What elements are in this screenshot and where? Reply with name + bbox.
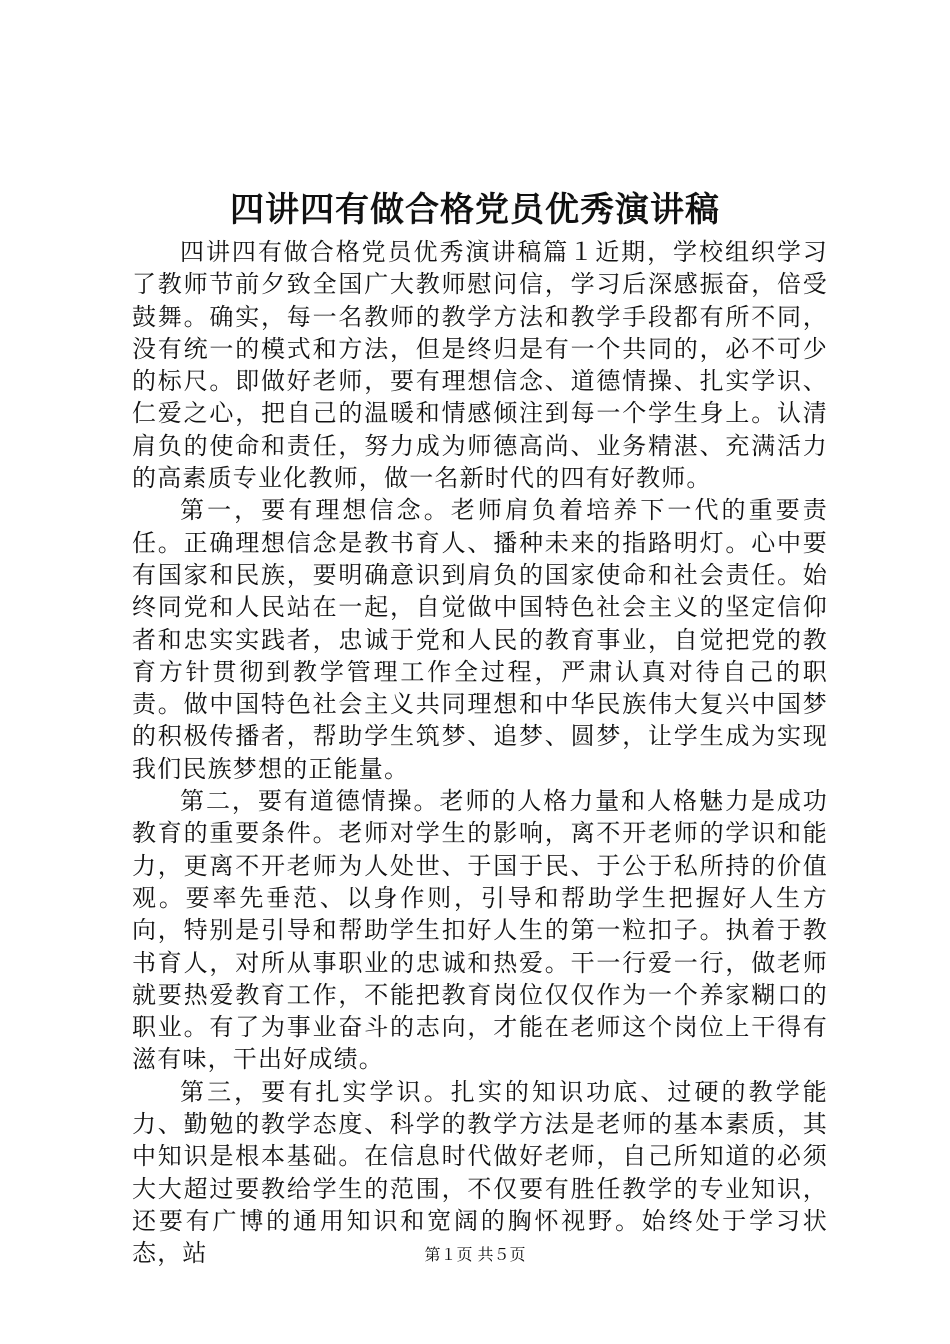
page-number-footer: 第１页 共５页: [424, 1245, 526, 1264]
paragraph-moral-sentiment: 第二，要有道德情操。老师的人格力量和人格魅力是成功教育的重要条件。老师对学生的影响，离不开老师的学识和能力，更离不开老师为人处世、于国于民、于公于私所持的价值观。要率先垂范、以身作则，引导和帮助学生把握好人生方向，特别是引导和帮助学生扣好人生的第一粒扣子。执着于教书育人，对所从事职业的忠诚和热爱。干一行爱一行，做老师就要热爱教育工作，不能把教育岗位仅仅作为一个养家糊口的职业。有了为事业奋斗的志向，才能在老师这个岗位上干得有滋有味，干出好成绩。: [132, 787, 828, 1074]
paragraph-intro: 四讲四有做合格党员优秀演讲稿篇１近期，学校组织学习了教师节前夕致全国广大教师慰问信，学习后深感振奋，倍受鼓舞。确实，每一名教师的教学方法和教学手段都有所不同，没有统一的模式和方法，但是终归是有一个共同的，必不可少的标尺。即做好老师，要有理想信念、道德情操、扎实学识、仁爱之心，把自己的温暖和情感倾注到每一个学生身上。认清肩负的使命和责任，努力成为师德高尚、业务精湛、充满活力的高素质专业化教师，做一名新时代的四有好教师。: [132, 238, 828, 493]
paragraph-solid-knowledge: 第三，要有扎实学识。扎实的知识功底、过硬的教学能力、勤勉的教学态度、科学的教学方法是老师的基本素质，其中知识是根本基础。在信息时代做好老师，自己所知道的必须大大超过要教给学生的范围，不仅要有胜任教学的专业知识，还要有广博的通用知识和宽阔的胸怀视野。始终处于学习状态，站: [132, 1077, 828, 1268]
document-title: 四讲四有做合格党员优秀演讲稿: [230, 190, 720, 230]
paragraph-ideals-belief: 第一，要有理想信念。老师肩负着培养下一代的重要责任。正确理想信念是教书育人、播种未来的指路明灯。心中要有国家和民族，要明确意识到肩负的国家使命和社会责任。始终同党和人民站在一起，自觉做中国特色社会主义的坚定信仰者和忠实实践者，忠诚于党和人民的教育事业，自觉把党的教育方针贯彻到教学管理工作全过程，严肃认真对待自己的职责。做中国特色社会主义共同理想和中华民族伟大复兴中国梦的积极传播者，帮助学生筑梦、追梦、圆梦，让学生成为实现我们民族梦想的正能量。: [132, 496, 828, 783]
document-body: [132, 236, 828, 1270]
